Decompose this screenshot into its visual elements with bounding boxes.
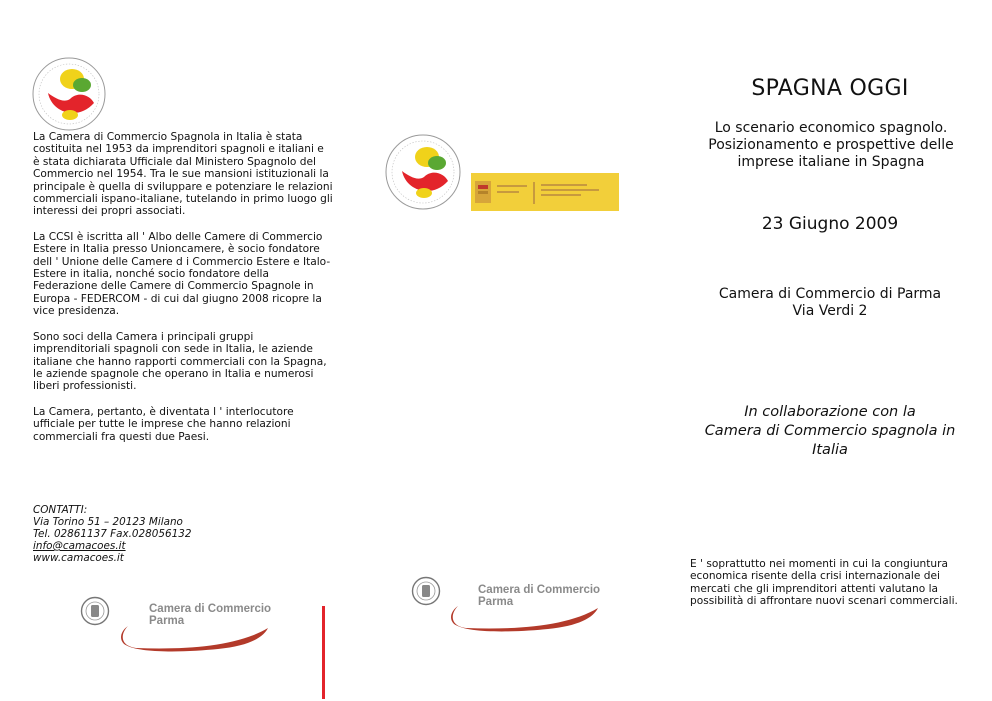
ccsi-logo-middle [383,132,463,212]
ccsi-logo-left [30,55,108,133]
interlocutor-paragraph: La Camera, pertanto, è diventata l ' interlocutore ufficiale per tutte le imprese che hanno relazioni commerciali fra questi due Paesi. [33,405,294,443]
contacts-heading: CONTATTI: [33,504,88,516]
event-venue [680,286,980,320]
contacts-block [33,504,273,564]
collab-line: Camera di Commercio spagnola in [704,423,956,439]
contacts-address: Via Torino 51 – 20123 Milano [33,516,183,528]
venue-line: Via Verdi 2 [792,303,868,319]
parma-logo-line1: Camera di Commercio [478,584,601,596]
closing-paragraph: E ' soprattutto nei momenti in cui la congiuntura economica risente della crisi internazionale dei mercati che gli imprenditori attenti valutano la possibilità di affrontare nuovi scenari commerciali. [690,558,958,608]
parma-swoosh-left [118,620,273,652]
contacts-email-link[interactable]: info@camacoes.it [33,540,126,552]
parma-swoosh-middle [448,600,603,632]
subtitle-line: Posizionamento e prospettive delle [708,137,954,153]
contacts-phone: Tel. 02861137 Fax.028056132 [33,528,192,540]
parma-logo-line2: Parma [149,615,185,627]
collaboration-note [680,403,980,460]
collab-line: In collaborazione con la [744,404,916,420]
event-date: 23 Giugno 2009 [761,214,899,234]
ccsi-paragraph: La CCSI è iscritta all ' Albo delle Camere di Commercio Estere in Italia presso Unioncamere, è socio fondatore dell ' Unione delle Camere d i Commercio Estere e Italo-Estere in italia, nonché socio fondatore della Federazione delle Camere di Commercio Spagnole in Europa - FEDERCOM - di cui dal giugno 2008 ricopre la vice presidenza. [33,230,331,318]
members-paragraph: Sono soci della Camera i principali gruppi imprenditoriali spagnoli con sede in Italia, le aziende italiane che hanno rapporti commerciali con la Spagna, le aziende spagnole che operano in Italia e numerosi liberi professionisti. [33,330,327,393]
parma-logo-line2: Parma [478,596,514,608]
parma-logo-line1: Camera di Commercio [149,603,272,615]
event-subtitle [666,120,992,171]
fold-line [322,606,325,699]
subtitle-line: Lo scenario economico spagnolo. [714,120,948,136]
parma-seal-icon [411,576,441,606]
collab-line: Italia [812,442,848,458]
left-text-block [33,131,333,456]
venue-line: Camera di Commercio di Parma [718,286,942,302]
parma-seal-icon [80,596,110,626]
contacts-web-link[interactable]: www.camacoes.it [33,552,124,564]
subtitle-line: imprese italiane in Spagna [737,154,925,170]
intro-paragraph: La Camera di Commercio Spagnola in Italia è stata costituita nel 1953 da imprenditori spagnoli e italiani e è stata dichiarata Ufficiale dal Ministero Spagnolo del Commercio nel 1954. Tra le sue mansioni istituzionali la principale è quella di sviluppare e potenziare le relazioni commerciali ispano-italiane, tutelando in primo luogo gli interessi dei propri associati. [33,131,333,218]
ministry-logo [471,173,619,211]
event-title: SPAGNA OGGI [751,76,909,101]
